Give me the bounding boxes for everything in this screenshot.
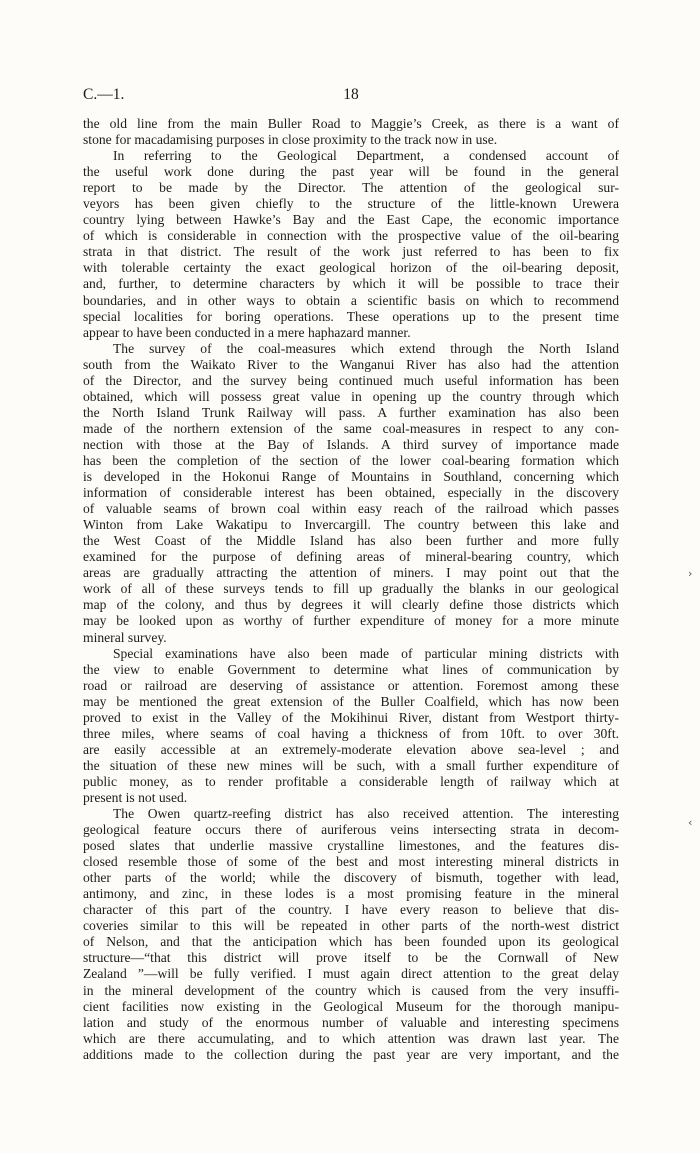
text-line: the view to enable Government to determine what lines of communication by [83, 661, 619, 677]
text-line: stone for macadamising purposes in close proximity to the track now in use. [83, 132, 498, 148]
text-line: of Nelson, and that the anticipation which has been founded upon its geological [83, 934, 619, 950]
text-line: Winton from Lake Wakatipu to Invercargill. The country between this lake and [83, 517, 619, 533]
text-line: of the Director, and the survey being continued much useful information has been [83, 372, 619, 388]
text-line: country lying between Hawke’s Bay and the East Cape, the economic importance [83, 212, 619, 228]
text-line: road or railroad are deserving of assistance or attention. Foremost among these [83, 677, 619, 693]
text-line: the old line from the main Buller Road to Maggie’s Creek, as there is a want of [83, 116, 619, 131]
document-reference: C.—1. [83, 86, 125, 103]
text-line: coveries similar to this will be repeated in other parts of the north-west district [83, 918, 619, 934]
text-line: In referring to the Geological Department, a condensed account of [113, 148, 619, 164]
text-line: mineral survey. [83, 629, 167, 645]
text-line: appear to have been conducted in a mere haphazard manner. [83, 324, 411, 340]
text-line: antimony, and zinc, in these lodes is a most promising feature in the mineral [83, 886, 619, 902]
text-line: structure—“that this district will prove itself to be the Cornwall of New [83, 950, 619, 966]
text-line: veyors has been given chiefly to the structure of the little-known Urewera [83, 196, 619, 212]
text-line: which are there accumulating, and to which attention was drawn last year. The [83, 1030, 619, 1046]
text-line: the West Coast of the Middle Island has also been further and more fully [83, 533, 619, 549]
page-header [83, 86, 619, 108]
text-line: and, further, to determine characters by which it will be possible to trace their [83, 276, 619, 292]
text-line: the useful work done during the past year will be found in the general [83, 164, 619, 180]
text-line: information of considerable interest has been obtained, especially in the discovery [83, 485, 619, 501]
text-line: is developed in the Hokonui Range of Mountains in Southland, concerning which [83, 469, 619, 485]
text-line: obtained, which will possess great value in opening up the country through which [83, 388, 619, 404]
text-line: may be looked upon as worthy of further expenditure of money for a more minute [83, 613, 619, 629]
page-number: 18 [343, 86, 359, 103]
text-line: Zealand ”—will be fully verified. I must again direct attention to the great delay [83, 966, 619, 982]
text-line: additions made to the collection during the past year are very important, and the [83, 1046, 619, 1062]
body-text [83, 116, 619, 1063]
margin-mark: › [688, 567, 693, 580]
text-line: are easily accessible at an extremely-moderate elevation above sea-level ; and [83, 741, 619, 757]
text-line: report to be made by the Director. The attention of the geological sur- [83, 180, 619, 196]
text-line: with tolerable certainty the exact geological horizon of the oil-bearing deposit, [83, 260, 619, 276]
text-line: in the mineral development of the country which is caused from the very insuffi- [83, 982, 619, 998]
text-line: the North Island Trunk Railway will pass. A further examination has also been [83, 404, 619, 420]
text-line: south from the Waikato River to the Wanganui River has also had the attention [83, 356, 619, 372]
text-line: geological feature occurs there of auriferous veins intersecting strata in decom- [83, 822, 619, 838]
text-line: special localities for boring operations. These operations up to the present time [83, 308, 619, 324]
text-line: proved to exist in the Valley of the Mokihinui River, distant from Westport thirty- [83, 709, 619, 725]
text-line: cient facilities now existing in the Geological Museum for the thorough manipu- [83, 998, 619, 1014]
text-line: strata in that district. The result of the work just referred to has been to fix [83, 244, 619, 260]
text-line: posed slates that underlie massive crystalline limestones, and the features dis- [83, 838, 619, 854]
text-line: examined for the purpose of defining areas of mineral-bearing country, which [83, 549, 619, 565]
text-line: the situation of these new mines will be such, with a small further expenditure of [83, 757, 619, 773]
text-line: present is not used. [83, 789, 188, 805]
text-line: areas are gradually attracting the attention of miners. I may point out that the [83, 565, 619, 581]
text-line: public money, as to render profitable a considerable length of railway which at [83, 773, 619, 789]
text-line: lation and study of the enormous number of valuable and interesting specimens [83, 1014, 619, 1030]
text-line: character of this part of the country. I have every reason to believe that dis- [83, 902, 619, 918]
text-line: The survey of the coal-measures which extend through the North Island [113, 340, 619, 356]
text-line: boundaries, and in other ways to obtain a scientific basis on which to recommend [83, 292, 619, 308]
text-line: of which is considerable in connection with the prospective value of the oil-bearing [83, 228, 619, 244]
margin-mark: ‹ [688, 816, 693, 829]
text-line: other parts of the world; while the discovery of bismuth, together with lead, [83, 870, 619, 886]
text-line: nection with those at the Bay of Islands. A third survey of importance made [83, 436, 619, 452]
text-line: made of the northern extension of the same coal-measures in respect to any con- [83, 420, 619, 436]
text-line: closed resemble those of some of the best and most interesting mineral districts in [83, 854, 619, 870]
text-line: Special examinations have also been made of particular mining districts with [113, 645, 619, 661]
text-line: The Owen quartz-reefing district has also received attention. The interesting [113, 806, 619, 822]
text-line: has been the completion of the section of the lower coal-bearing formation which [83, 452, 619, 468]
text-line: three miles, where seams of coal having a thickness of from 10ft. to over 30ft. [83, 725, 619, 741]
text-line: may be mentioned the great extension of the Buller Coalfield, which has now been [83, 693, 619, 709]
text-line: of valuable seams of brown coal within easy reach of the railroad which passes [83, 501, 619, 517]
text-line: work of all of these surveys tends to fill up gradually the blanks in our geological [83, 581, 619, 597]
text-line: map of the colony, and thus by degrees it will clearly define those districts which [83, 597, 619, 613]
